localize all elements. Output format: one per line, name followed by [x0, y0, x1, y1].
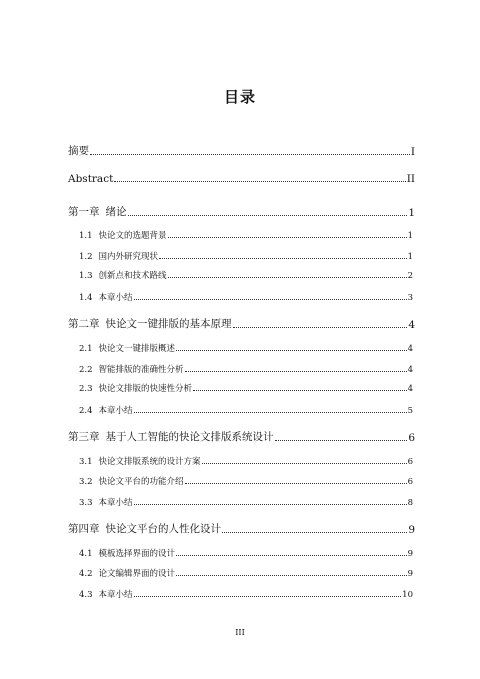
- toc-entry-number: 3.2: [79, 477, 93, 487]
- toc-entry-number: 4.3: [79, 590, 93, 600]
- toc-entry-page: 2: [407, 271, 413, 281]
- toc-entry[interactable]: [79, 269, 413, 281]
- toc-leader-dots: [222, 532, 407, 533]
- toc-entry[interactable]: [68, 316, 415, 331]
- toc-entry-number: 3.3: [79, 498, 93, 508]
- toc-entry[interactable]: [79, 229, 413, 241]
- toc-entry-title: 国内外研究现状: [98, 252, 159, 262]
- toc-entry[interactable]: [79, 475, 413, 487]
- toc-leader-dots: [168, 237, 407, 238]
- toc-entry-number: 2.3: [79, 384, 93, 394]
- toc-entry-page: 1: [407, 231, 413, 241]
- toc-leader-dots: [134, 299, 407, 300]
- toc-entry[interactable]: [79, 363, 413, 375]
- toc-entry-number: 第一章: [68, 206, 100, 218]
- toc-entry-title: 摘要: [68, 145, 89, 157]
- toc-leader-dots: [90, 154, 410, 155]
- toc-entry[interactable]: [79, 342, 413, 354]
- toc-entry[interactable]: [79, 588, 413, 600]
- toc-entry-page: 4: [407, 365, 413, 375]
- toc-entry[interactable]: [68, 143, 415, 158]
- toc-entry-number: 3.1: [79, 457, 93, 467]
- toc-entry-number: 1.4: [79, 293, 93, 303]
- toc-entry-number: 2.1: [79, 344, 93, 354]
- toc-entry-page: 8: [407, 498, 413, 508]
- toc-entry-page: II: [406, 173, 415, 185]
- toc-entry-title: 论文编辑界面的设计: [98, 569, 176, 579]
- toc-entry-number: 2.4: [79, 406, 93, 416]
- toc-entry-title: 本章小结: [98, 590, 133, 600]
- toc-entry-title: 快论文平台的功能介绍: [98, 477, 184, 487]
- toc-leader-dots: [168, 277, 407, 278]
- toc-entry-number: 第四章: [68, 523, 100, 535]
- toc-entry[interactable]: [68, 429, 415, 444]
- toc-entry-page: 4: [407, 384, 413, 394]
- toc-entry[interactable]: [68, 204, 415, 219]
- toc-entry-page: 9: [408, 524, 415, 536]
- toc-entry-page: 4: [408, 319, 415, 331]
- toc-entry-number: 1.3: [79, 271, 93, 281]
- toc-leader-dots: [134, 504, 407, 505]
- toc-entry[interactable]: [79, 404, 413, 416]
- toc-entry-title: 快论文一键排版概述: [98, 344, 176, 354]
- toc-entry-title: 快论文平台的人性化设计: [105, 523, 221, 535]
- toc-entry-title: 快论文排版系统的设计方案: [98, 457, 201, 467]
- toc-entry[interactable]: [79, 250, 413, 262]
- toc-entry-page: 1: [408, 207, 415, 219]
- toc-entry-title: 智能排版的准确性分析: [98, 365, 184, 375]
- toc-leader-dots: [185, 483, 407, 484]
- toc-entry-page: 6: [407, 477, 413, 487]
- toc-leader-dots: [128, 215, 408, 216]
- toc-leader-dots: [159, 258, 407, 259]
- page-number: III: [235, 628, 245, 637]
- toc-entry[interactable]: [79, 291, 413, 303]
- toc-leader-dots: [134, 596, 402, 597]
- toc-leader-dots: [193, 390, 407, 391]
- toc-entry-page: 4: [407, 344, 413, 354]
- toc-leader-dots: [233, 327, 408, 328]
- toc-entry-title: 本章小结: [98, 406, 133, 416]
- toc-entry-title: 快论文的选题背景: [98, 231, 167, 241]
- toc-entry-title: 模板选择界面的设计: [98, 549, 176, 559]
- page-title: 目录: [223, 88, 256, 106]
- toc-entry-page: 9: [407, 549, 413, 559]
- toc-entry-title: 本章小结: [98, 498, 133, 508]
- toc-entry-page: 3: [407, 293, 413, 303]
- toc-entry[interactable]: [68, 173, 415, 185]
- toc-entry-title: 基于人工智能的快论文排版系统设计: [105, 431, 274, 443]
- toc-entry-page: 10: [402, 590, 413, 600]
- toc-entry-title: 本章小结: [98, 293, 133, 303]
- toc-entry-page: 6: [407, 457, 413, 467]
- toc-entry[interactable]: [68, 521, 415, 536]
- toc-entry-number: 4.1: [79, 549, 93, 559]
- toc-leader-dots: [114, 181, 405, 182]
- toc-entry-number: 1.1: [79, 231, 93, 241]
- toc-entry-number: 第三章: [68, 431, 100, 443]
- toc-entry-title: Abstract: [68, 173, 114, 185]
- toc-entry-page: 1: [407, 252, 413, 262]
- toc-leader-dots: [275, 440, 408, 441]
- toc-entry-page: I: [410, 146, 415, 158]
- toc-entry-title: 快论文排版的快速性分析: [98, 384, 193, 394]
- toc-entry[interactable]: [79, 496, 413, 508]
- toc-entry-number: 1.2: [79, 252, 93, 262]
- toc-entry-page: 5: [407, 406, 413, 416]
- toc-entry-number: 2.2: [79, 365, 93, 375]
- toc-entry[interactable]: [79, 382, 413, 394]
- toc-entry-title: 创新点和技术路线: [98, 271, 167, 281]
- toc-entry-number: 4.2: [79, 569, 93, 579]
- toc-leader-dots: [185, 371, 407, 372]
- toc-leader-dots: [176, 575, 407, 576]
- toc-entry[interactable]: [79, 567, 413, 579]
- toc-leader-dots: [176, 555, 407, 556]
- toc-entry-page: 9: [407, 569, 413, 579]
- toc-entry[interactable]: [79, 547, 413, 559]
- toc-entry[interactable]: [79, 455, 413, 467]
- toc-entry-number: 第二章: [68, 318, 100, 330]
- toc-leader-dots: [176, 350, 407, 351]
- toc-leader-dots: [134, 412, 407, 413]
- toc-leader-dots: [202, 463, 407, 464]
- toc-entry-title: 快论文一键排版的基本原理: [105, 318, 232, 330]
- toc-entry-title: 绪论: [105, 206, 127, 218]
- toc-entry-page: 6: [408, 432, 415, 444]
